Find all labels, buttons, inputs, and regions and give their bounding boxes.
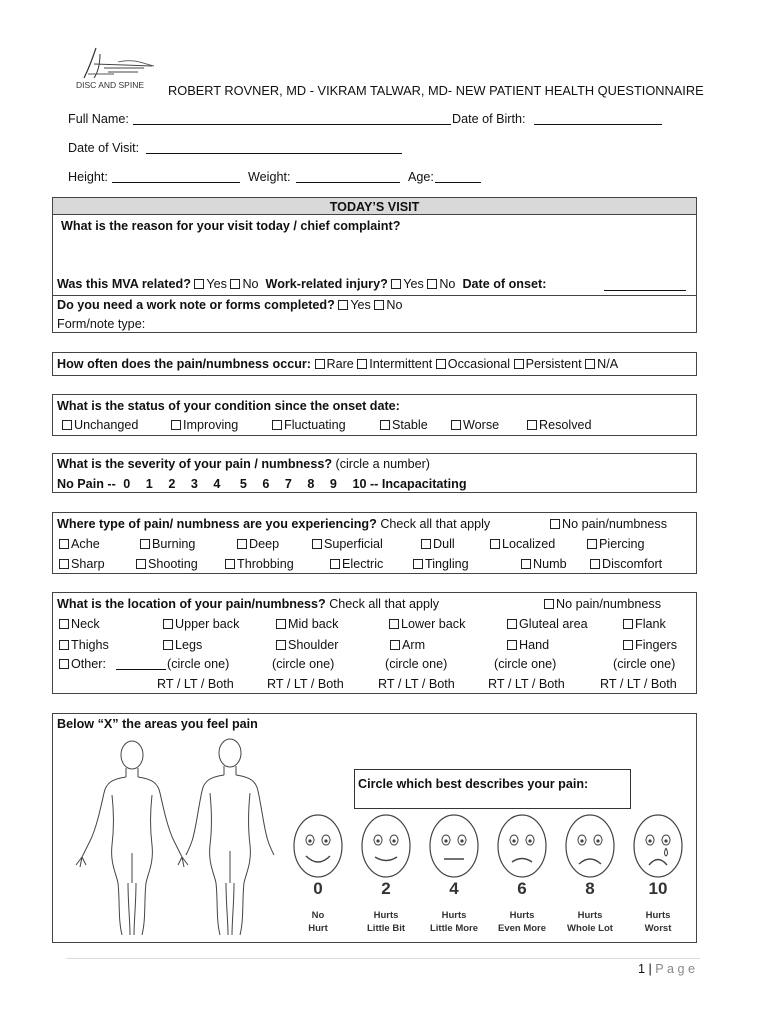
persistent-checkbox[interactable]	[514, 359, 524, 369]
type-burning[interactable]: Burning	[140, 537, 195, 552]
face-score: 8	[585, 879, 595, 898]
other-location-field[interactable]	[116, 656, 166, 670]
circle-one-3: (circle one)	[385, 657, 448, 671]
face-label-line2: Worst	[644, 923, 672, 934]
status-opt-fluctuating[interactable]: Fluctuating	[272, 418, 346, 433]
location-hint: Check all that apply	[329, 597, 440, 611]
chief-complaint-question: What is the reason for your visit today / chief complaint?	[61, 219, 401, 233]
face-label-line1: Hurts	[509, 910, 535, 921]
pain-face-2[interactable]	[362, 815, 410, 934]
loc-flank[interactable]: Flank	[623, 617, 666, 632]
type-electric[interactable]: Electric	[330, 557, 383, 572]
frequency-question: How often does the pain/numbness occur:	[57, 357, 311, 371]
pain-type-question-row	[57, 517, 490, 532]
severity-10[interactable]: 10	[352, 477, 367, 491]
severity-question: What is the severity of your pain / numbness?	[57, 457, 333, 471]
severity-scale: No Pain -- 0 1 2 3 4 5 6 7 8 9 10 -- Incapacitating	[57, 477, 467, 491]
sides-3[interactable]: RT / LT / Both	[378, 677, 455, 691]
status-opt-resolved[interactable]: Resolved	[527, 418, 592, 433]
status-opt-improving[interactable]: Improving	[171, 418, 238, 433]
loc-shoulder[interactable]: Shoulder	[276, 638, 338, 653]
face-label-line1: Hurts	[577, 910, 603, 921]
intermittent-checkbox[interactable]	[357, 359, 367, 369]
body-diagram-label: Below “X” the areas you feel pain	[57, 717, 258, 731]
height-label: Height:	[68, 170, 108, 184]
face-score: 10	[648, 879, 668, 898]
circle-one-2: (circle one)	[272, 657, 335, 671]
na-checkbox[interactable]	[585, 359, 595, 369]
severity-4[interactable]: 4	[213, 477, 221, 491]
location-question-row	[57, 597, 439, 612]
loc-lower-back[interactable]: Lower back	[389, 617, 465, 632]
mva-question: Was this MVA related?	[57, 277, 191, 291]
disc-and-spine-logo	[74, 44, 164, 94]
loc-arm[interactable]: Arm	[390, 638, 425, 653]
page-number: 1 | P a g e	[638, 962, 695, 976]
sides-1[interactable]: RT / LT / Both	[157, 677, 234, 691]
work-injury-question: Work-related injury?	[265, 277, 388, 291]
circle-one-5: (circle one)	[613, 657, 676, 671]
mva-yes-checkbox[interactable]	[194, 279, 204, 289]
pain-face-4[interactable]	[430, 815, 478, 934]
type-numb[interactable]: Numb	[521, 557, 567, 572]
type-ache[interactable]: Ache	[59, 537, 100, 552]
status-opt-stable[interactable]: Stable	[380, 418, 428, 433]
type-throbbing[interactable]: Throbbing	[225, 557, 294, 572]
severity-hint: (circle a number)	[335, 457, 430, 471]
mva-row: Was this MVA related? Yes No Work-related injury? Yes No Date of onset:	[57, 277, 547, 291]
form-type-label: Form/note type:	[57, 317, 146, 331]
pain-prompt-box: Circle which best describes your pain:	[354, 769, 631, 809]
loc-other[interactable]: Other:	[59, 657, 106, 672]
severity-2[interactable]: 2	[168, 477, 176, 491]
onset-field[interactable]	[604, 277, 686, 291]
severity-1[interactable]: 1	[145, 477, 153, 491]
full-name-label: Full Name:	[68, 112, 129, 126]
age-field[interactable]	[435, 169, 481, 183]
severity-7[interactable]: 7	[284, 477, 292, 491]
severity-0[interactable]: 0	[123, 477, 131, 491]
loc-neck[interactable]: Neck	[59, 617, 100, 632]
sides-2[interactable]: RT / LT / Both	[267, 677, 344, 691]
height-field[interactable]	[112, 169, 240, 183]
type-sharp[interactable]: Sharp	[59, 557, 105, 572]
mva-no-checkbox[interactable]	[230, 279, 240, 289]
severity-8[interactable]: 8	[307, 477, 315, 491]
face-label-line1: Hurts	[441, 910, 467, 921]
sides-5[interactable]: RT / LT / Both	[600, 677, 677, 691]
note-no-checkbox[interactable]	[374, 300, 384, 310]
dob-label: Date of Birth:	[452, 112, 526, 126]
type-deep[interactable]: Deep	[237, 537, 279, 552]
weight-label: Weight:	[248, 170, 291, 184]
severity-6[interactable]: 6	[262, 477, 270, 491]
loc-hand[interactable]: Hand	[507, 638, 549, 653]
location-none-option[interactable]: No pain/numbness	[544, 597, 661, 612]
note-yes-checkbox[interactable]	[338, 300, 348, 310]
body-outline-diagram[interactable]	[60, 733, 286, 943]
occasional-checkbox[interactable]	[436, 359, 446, 369]
pain-face-8[interactable]	[566, 815, 614, 934]
pain-faces-scale[interactable]	[288, 810, 693, 940]
type-superficial[interactable]: Superficial	[312, 537, 383, 552]
face-label-line2: Hurt	[308, 923, 328, 934]
visit-date-field[interactable]	[146, 140, 402, 154]
type-tingling[interactable]: Tingling	[413, 557, 469, 572]
loc-legs[interactable]: Legs	[163, 638, 202, 653]
form-title: ROBERT ROVNER, MD - VIKRAM TALWAR, MD- NEW PATIENT HEALTH QUESTIONNAIRE	[168, 83, 704, 98]
onset-label: Date of onset:	[462, 277, 547, 291]
work-note-row: Do you need a work note or forms completed? Yes No	[57, 298, 403, 312]
footer-rule	[66, 958, 700, 959]
body-back-figure	[186, 739, 274, 935]
age-label: Age:	[408, 170, 434, 184]
location-question: What is the location of your pain/numbness?	[57, 597, 326, 611]
dob-field[interactable]	[534, 111, 662, 125]
face-score: 4	[449, 879, 459, 898]
severity-3[interactable]: 3	[190, 477, 198, 491]
full-name-field[interactable]	[133, 111, 451, 125]
severity-question-row	[57, 457, 430, 472]
loc-thighs[interactable]: Thighs	[59, 638, 109, 653]
logo-text: DISC AND SPINE	[76, 80, 145, 90]
status-opt-unchanged[interactable]: Unchanged	[62, 418, 138, 433]
face-score: 2	[381, 879, 391, 898]
loc-mid-back[interactable]: Mid back	[276, 617, 338, 632]
work-no-checkbox[interactable]	[427, 279, 437, 289]
todays-visit-heading: TODAY’S VISIT	[53, 198, 696, 215]
pain-type-question: Where type of pain/ numbness are you experiencing?	[57, 517, 377, 531]
face-label-line2: Little Bit	[367, 923, 405, 934]
face-label-line1: No	[311, 910, 325, 921]
type-shooting[interactable]: Shooting	[136, 557, 198, 572]
type-piercing[interactable]: Piercing	[587, 537, 645, 552]
face-score: 6	[517, 879, 527, 898]
pain-face-0[interactable]	[294, 815, 342, 934]
rare-checkbox[interactable]	[315, 359, 325, 369]
body-front-figure	[76, 741, 188, 935]
status-opt-worse[interactable]: Worse	[451, 418, 499, 433]
severity-9[interactable]: 9	[329, 477, 337, 491]
work-note-question: Do you need a work note or forms completed?	[57, 298, 335, 312]
pain-face-10[interactable]	[634, 815, 682, 934]
type-none-option[interactable]: No pain/numbness	[550, 517, 667, 532]
status-question: What is the status of your condition since the onset date:	[57, 399, 400, 413]
circle-one-4: (circle one)	[494, 657, 557, 671]
sides-4[interactable]: RT / LT / Both	[488, 677, 565, 691]
loc-fingers[interactable]: Fingers	[623, 638, 677, 653]
loc-gluteal[interactable]: Gluteal area	[507, 617, 588, 632]
visit-label: Date of Visit:	[68, 141, 140, 155]
frequency-row: How often does the pain/numbness occur: Rare Intermittent Occasional Persistent N/A	[57, 357, 619, 371]
type-localized[interactable]: Localized	[490, 537, 555, 552]
face-label-line2: Whole Lot	[567, 923, 613, 934]
face-score: 0	[313, 879, 323, 898]
face-label-line2: Little More	[429, 923, 479, 934]
face-label-line1: Hurts	[373, 910, 399, 921]
type-discomfort[interactable]: Discomfort	[590, 557, 662, 572]
loc-upper-back[interactable]: Upper back	[163, 617, 239, 632]
pain-type-hint: Check all that apply	[380, 517, 491, 531]
weight-field[interactable]	[296, 169, 400, 183]
face-label-line2: Even More	[497, 923, 547, 934]
divider	[53, 295, 696, 296]
face-label-line1: Hurts	[645, 910, 671, 921]
circle-one-1: (circle one)	[167, 657, 230, 671]
work-yes-checkbox[interactable]	[391, 279, 401, 289]
severity-5[interactable]: 5	[239, 477, 247, 491]
pain-face-6[interactable]	[498, 815, 546, 934]
type-dull[interactable]: Dull	[421, 537, 455, 552]
